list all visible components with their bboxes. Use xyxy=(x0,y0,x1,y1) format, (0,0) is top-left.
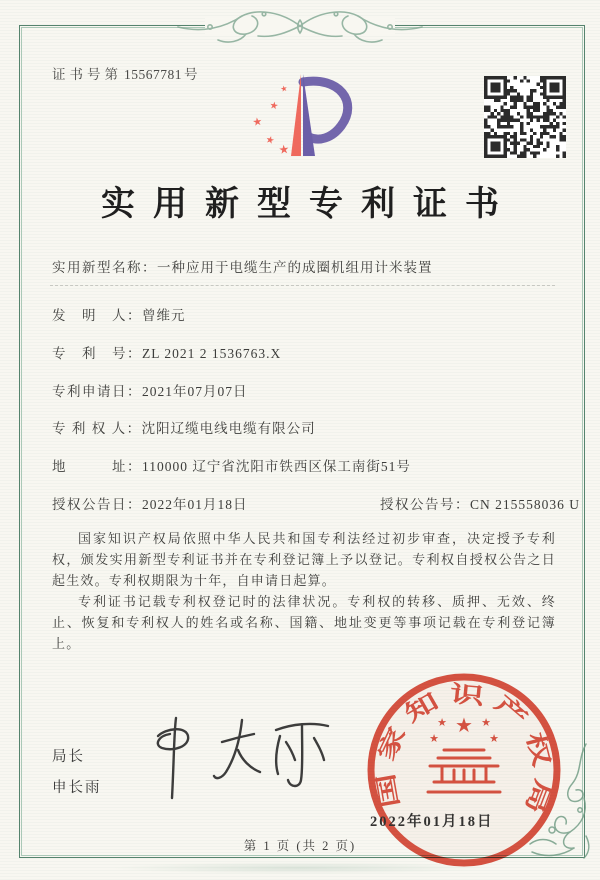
certificate-title: 实用新型专利证书 xyxy=(101,186,517,223)
cert-number-suffix: 号 xyxy=(184,67,198,82)
field-row-address xyxy=(52,455,557,475)
field-row-patentee xyxy=(52,417,557,437)
signature-icon xyxy=(130,712,340,812)
svg-text:★: ★ xyxy=(429,732,439,745)
field-row-inventor xyxy=(52,304,557,324)
svg-text:★: ★ xyxy=(279,83,289,94)
svg-text:★: ★ xyxy=(268,100,280,113)
director-name: 申长雨 xyxy=(52,780,102,796)
field-row-grant xyxy=(52,493,581,513)
field-label: 实用新型名称： xyxy=(52,260,157,275)
field-label: 专 利 号： xyxy=(52,346,142,361)
svg-text:★: ★ xyxy=(264,134,276,148)
cnipa-logo-icon xyxy=(243,68,361,160)
field-value: 一种应用于电缆生产的成圈机组用计米装置 xyxy=(157,260,433,275)
director-title: 局长 xyxy=(52,749,85,765)
cert-number-digits: 15567781 xyxy=(124,67,182,82)
svg-text:★: ★ xyxy=(481,716,491,729)
field-row-filing-date xyxy=(52,380,557,400)
field-value: ZL 2021 2 1536763.X xyxy=(142,346,282,361)
field-row-utility-model-name xyxy=(52,256,557,276)
seal-text: 国家知识产权局 xyxy=(373,681,556,812)
field-row-patent-number xyxy=(52,342,557,362)
svg-text:★: ★ xyxy=(437,716,447,729)
field-label: 专利申请日： xyxy=(52,384,142,399)
field-label: 地 址： xyxy=(52,459,142,474)
cert-number-prefix: 证书号第 xyxy=(52,67,122,82)
body-paragraph: 国家知识产权局依照中华人民共和国专利法经过初步审查，决定授予专利权，颁发实用新型专利证书并在专利登记簿上予以登记。专利权自授权公告之日起生效。专利权期限为十年，自申请日起算。 xyxy=(52,531,556,588)
field-value: 沈阳辽缆电线电缆有限公司 xyxy=(141,421,316,436)
official-seal-icon xyxy=(364,670,564,870)
svg-text:★: ★ xyxy=(251,114,264,129)
field-label: 授权公告号： xyxy=(380,497,470,512)
page-footer: 第 1 页 (共 2 页) xyxy=(243,839,357,853)
field-value: 2022年01月18日 xyxy=(142,497,248,512)
field-value: 2021年07月07日 xyxy=(142,384,248,399)
cert-number xyxy=(52,63,198,83)
field-label: 专 利 权 人： xyxy=(52,421,142,436)
body-paragraph: 专利证书记载专利权登记时的法律状况。专利权的转移、质押、无效、终止、恢复和专利权人的姓名或名称、国籍、地址变更等事项记载在专利登记簿上。 xyxy=(52,594,556,651)
grant-date xyxy=(52,497,248,512)
grant-number xyxy=(380,493,580,513)
field-label: 授权公告日： xyxy=(52,497,142,512)
svg-text:★: ★ xyxy=(277,141,291,157)
seal-date: 2022年01月18日 xyxy=(370,814,494,830)
qr-code xyxy=(484,76,566,158)
certificate-body xyxy=(52,528,556,654)
field-value: 曾维元 xyxy=(142,308,186,323)
field-label: 发 明 人： xyxy=(52,308,142,323)
svg-text:★: ★ xyxy=(455,713,473,737)
field-value: 110000 辽宁省沈阳市铁西区保工南街51号 xyxy=(142,459,411,474)
top-flourish-icon xyxy=(150,2,450,48)
svg-text:★: ★ xyxy=(489,732,499,745)
dotted-divider xyxy=(50,285,555,286)
field-value: CN 215558036 U xyxy=(470,497,581,512)
